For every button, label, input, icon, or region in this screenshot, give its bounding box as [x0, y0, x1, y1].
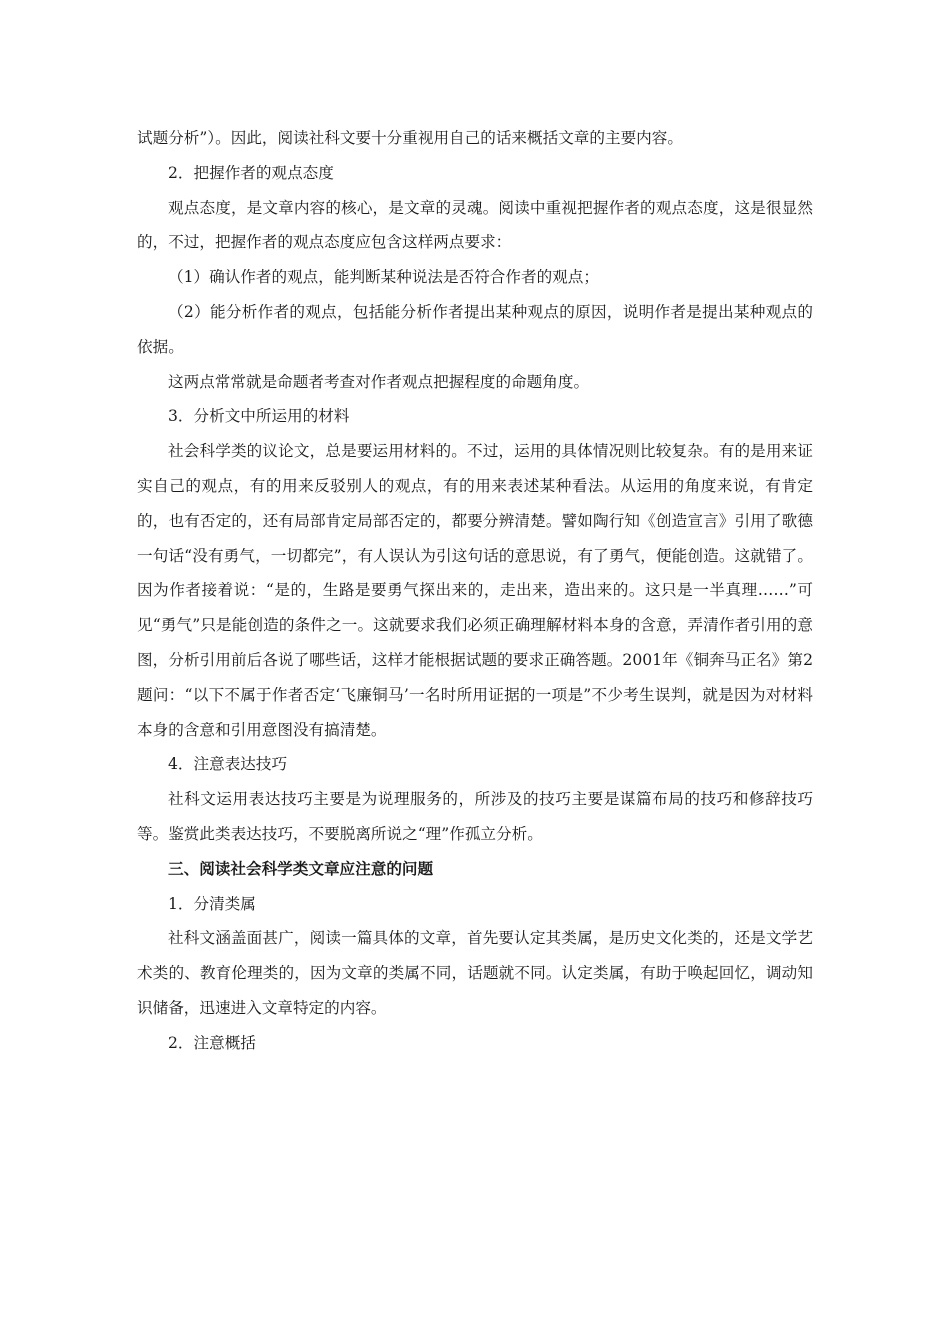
body-paragraph: 社会科学类的议论文，总是要运用材料的。不过，运用的具体情况则比较复杂。有的是用来证实自己的观点，有的用来反驳别人的观点，有的用来表述某种看法。从运用的角度来说，有肯定的，也有否定的，还有局部肯定局部否定的，都要分辨清楚。譬如陶行知《创造宣言》引用了歌德一句话“没有勇气，一切都完”，有人误认为引这句话的意思说，有了勇气，便能创造。这就错了。因为作者接着说：“是的，生路是要勇气探出来的，走出来，造出来的。这只是一半真理……”可见“勇气”只是能创造的条件之一。这就要求我们必须正确理解材料本身的含意，弄清作者引用的意图，分析引用前后各说了哪些话，这样才能根据试题的要求正确答题。2001年《铜奔马正名》第2题问：“以下不属于作者否定‘飞廉铜马’一名时所用证据的一项是”不少考生误判，就是因为对材料本身的含意和引用意图没有搞清楚。	[137, 442, 813, 739]
section-heading: 三、阅读社会科学类文章应注意的问题	[168, 858, 434, 878]
body-paragraph: 社科文运用表达技巧主要是为说理服务的，所涉及的技巧主要是谋篇布局的技巧和修辞技巧等。鉴赏此类表达技巧，不要脱离所说之“理”作孤立分析。	[137, 790, 813, 843]
subheading-expression-techniques: 4．注意表达技巧	[168, 755, 288, 774]
subheading-summarize: 2．注意概括	[168, 1033, 256, 1052]
subheading-analyze-materials: 3．分析文中所运用的材料	[168, 407, 350, 426]
list-item: （2）能分析作者的观点，包括能分析作者提出某种观点的原因，说明作者是提出某种观点的依据。	[137, 302, 813, 356]
continued-paragraph: 试题分析”）。因此，阅读社科文要十分重视用自己的话来概括文章的主要内容。	[137, 129, 683, 147]
subheading-classify: 1．分清类属	[168, 894, 256, 913]
list-item: （1）确认作者的观点，能判断某种说法是否符合作者的观点；	[168, 268, 599, 287]
subheading-grasp-viewpoint: 2．把握作者的观点态度	[168, 163, 334, 182]
body-paragraph: 观点态度，是文章内容的核心，是文章的灵魂。阅读中重视把握作者的观点态度，这是很显然的，不过，把握作者的观点态度应包含这样两点要求：	[137, 198, 813, 252]
document-body	[137, 121, 813, 1061]
body-paragraph: 这两点常常就是命题者考查对作者观点把握程度的命题角度。	[168, 372, 590, 391]
body-paragraph: 社科文涵盖面甚广，阅读一篇具体的文章，首先要认定其类属，是历史文化类的，还是文学艺术类的、教育伦理类的，因为文章的类属不同，话题就不同。认定类属，有助于唤起回忆，调动知识储备，迅速进入文章特定的内容。	[137, 929, 813, 1017]
